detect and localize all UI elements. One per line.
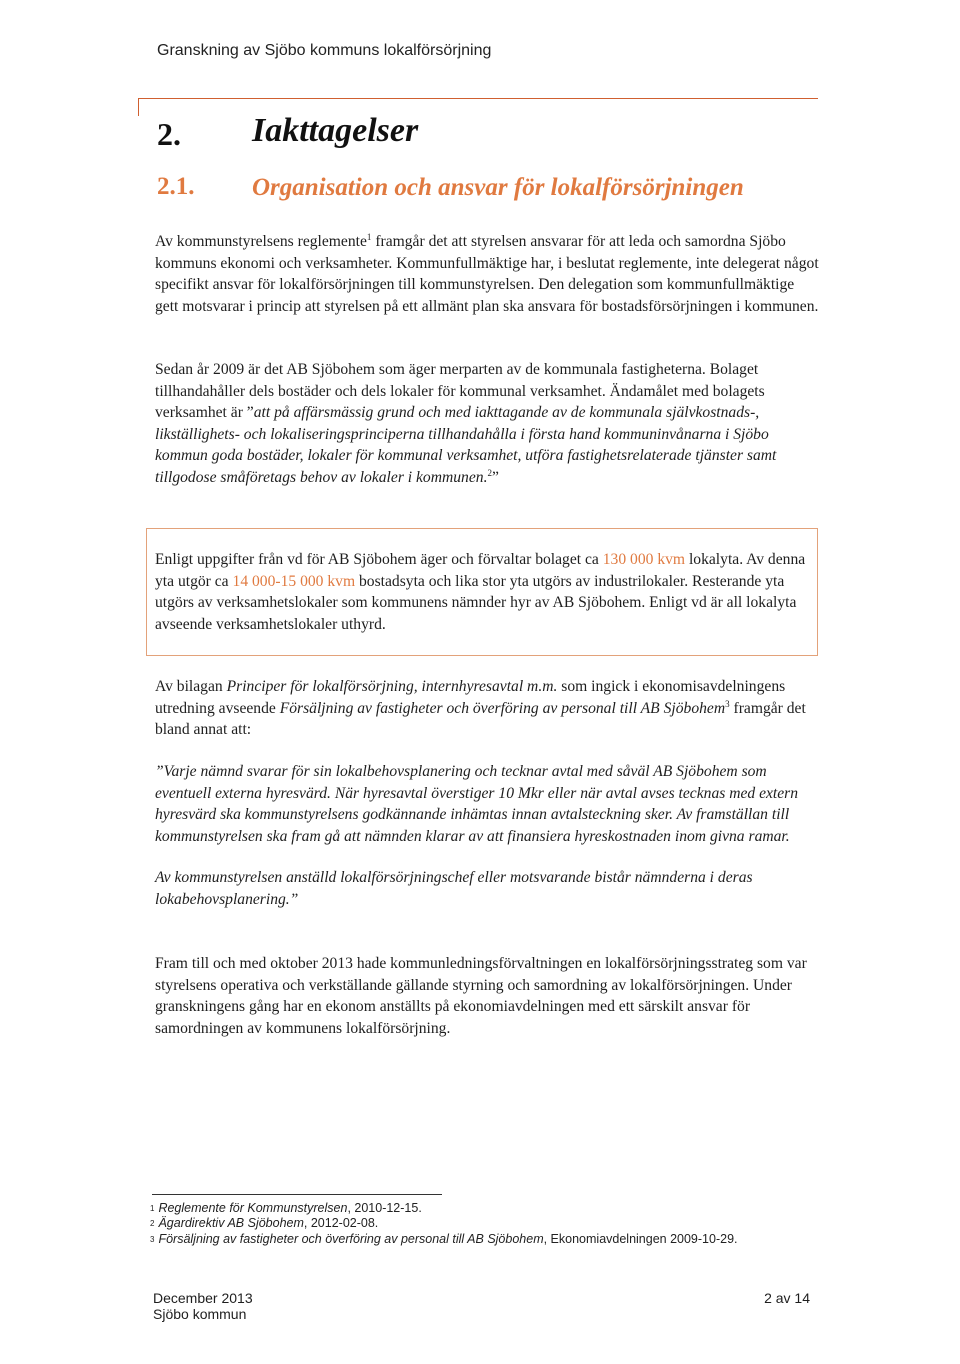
chapter-number: 2. (157, 116, 181, 152)
quote-paragraph-1: ”Varje nämnd svarar för sin lokalbehovsplanering och tecknar avtal med såväl AB Sjöbohem som eventuell externa hyresvärd. När hyresavtal överstiger 10 Mkr eller när avtal avses tecknas med extern hyresvärd ska kommunstyrelsens godkännande inhämtas innan avtalsteckning sker. Av framställan till kommunstyrelsen ska fram gå att nämnden klarar av att finansiera hyreskostnaden inom givna ramar. (155, 763, 799, 845)
footnote-1-number: 1 (150, 1204, 155, 1213)
footnote-2 (150, 1216, 378, 1231)
footnote-2-number: 2 (150, 1219, 155, 1228)
footnote-divider (152, 1194, 442, 1195)
callout-part-1: Enligt uppgifter från vd för AB Sjöbohem äger och förvaltar bolaget ca (155, 551, 603, 568)
callout-highlight-housing-area: 14 000-15 000 kvm (232, 572, 356, 590)
footnote-ref-3: 3 (725, 698, 730, 709)
footnote-1 (150, 1201, 422, 1216)
footnote-ref-1: 1 (366, 231, 372, 242)
paragraph-sjobohem (155, 359, 820, 488)
paragraph-organisation (155, 231, 820, 317)
callout-text (155, 549, 815, 635)
footer-date: December 2013 (153, 1290, 253, 1306)
p2-purpose-quote: att på affärsmässig grund och med iakttagande av de kommunala självkostnads-, likställighets- och lokaliseringsprinciperna tillhandahålla i första hand kommuninvånarna i Sjöbo kommun goda bostäder, lokaler för kommunal verksamhet, utföra fastighetsrelaterade tjänster samt tillgodose småföretags behov av lokaler i kommunen. (155, 404, 777, 486)
footnote-2-suffix: , 2012-02-08. (303, 1216, 379, 1230)
footnote-2-title: Ägardirektiv AB Sjöbohem (158, 1216, 304, 1230)
footnote-3-suffix: , Ekonomiavdelningen 2009-10-29. (543, 1232, 738, 1246)
footer-organization: Sjöbo kommun (153, 1306, 247, 1322)
p1-text-cont: framgår det att styrelsen ansvarar för att leda och samordna Sjöbo kommuns ekonomi och verksamheter. Kommunfullmäktige har, i beslutat reglemente, inte delegerat något specifikt ansvar för lokalförsörjningen till kommunstyrelsen. Den delegation som kommunfullmäktige gett motsvarar i princip att styrelsen på ett allmänt plan ska ansvara för bostadsförsörjningen i kommunen. (155, 233, 819, 315)
footnote-ref-2: 2 (487, 467, 492, 478)
footnote-1-suffix: , 2010-12-15. (347, 1201, 422, 1215)
p3-doc-title: Principer för lokalförsörjning, internhyresavtal m.m. (226, 678, 558, 695)
callout-highlight-total-area: 130 000 kvm (602, 551, 686, 568)
header-divider-tick (138, 98, 139, 116)
p3-mid: som ingick i ekonomisavdelningens utredning avseende (155, 678, 786, 717)
footnote-3-number: 3 (150, 1235, 155, 1244)
p1-text: Av kommunstyrelsens reglemente (155, 233, 367, 250)
quote-block (155, 761, 820, 910)
section-number: 2.1. (157, 173, 195, 200)
p3-study-title: Försäljning av fastigheter och överföring av personal till AB Sjöbohem (279, 699, 726, 717)
paragraph-strategist (155, 953, 820, 1039)
callout-part-2: lokalyta. Av denna yta utgör ca (155, 551, 806, 590)
chapter-title: Iakttagelser (252, 112, 419, 149)
footnote-1-title: Reglemente för Kommunstyrelsen (158, 1201, 348, 1215)
quote-paragraph-2: Av kommunstyrelsen anställd lokalförsörjningschef eller motsvarande bistår nämnderna i deras lokabehovsplanering.” (155, 869, 753, 908)
footnote-3-title: Försäljning av fastigheter och överföring av personal till AB Sjöbohem (158, 1232, 544, 1246)
p4-text: Fram till och med oktober 2013 hade kommunledningsförvaltningen en lokalförsörjningsstrateg som var styrelsens operativa och verkställande gällande styrning och samordning av lokalförsörjningen. Under granskningens gång har en ekonom anställts på ekonomiavdelningen med ett särskilt ansvar för samordningen av kommunens lokalförsörjning. (155, 955, 807, 1037)
p3-lead: Av bilagan (155, 678, 227, 695)
callout-part-3: bostadsyta och lika stor yta utgörs av industrilokaler. Resterande yta utgörs av verksamhetslokaler som kommunens nämnder hyr av AB Sjöbohem. Enligt vd är all lokalyta avseende verksamhetslokaler uthyrd. (155, 572, 797, 633)
p2-close-quote: ” (491, 468, 499, 486)
paragraph-appendix (155, 676, 820, 741)
p3-tail: framgår det bland annat att: (155, 699, 806, 738)
running-header: Granskning av Sjöbo kommuns lokalförsörjning (157, 42, 492, 59)
footer-page-number: 2 av 14 (764, 1290, 810, 1306)
header-divider (138, 98, 818, 99)
p2-intro: Sedan år 2009 är det AB Sjöbohem som äger merparten av de kommunala fastigheterna. Bolaget tillhandahåller dels bostäder och dels lokaler för kommunal verksamhet. Ändamålet med bolagets verksamhet är ” (155, 361, 765, 421)
footnote-3 (150, 1232, 738, 1247)
section-title: Organisation och ansvar för lokalförsörjningen (252, 174, 744, 201)
